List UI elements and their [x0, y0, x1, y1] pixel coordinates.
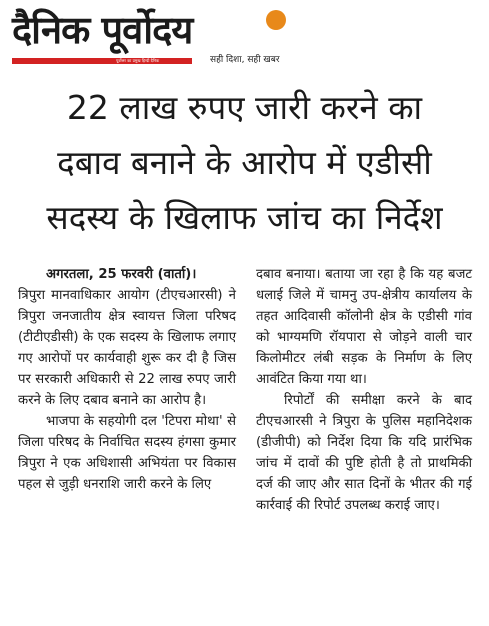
logo-sun-icon	[266, 10, 286, 30]
headline-line-1: 22 लाख रुपए जारी करने का	[66, 88, 423, 127]
masthead-tagline: सही दिशा, सही खबर	[210, 55, 280, 65]
article-column-right	[256, 264, 472, 516]
masthead	[12, 4, 478, 74]
article-dateline: अगरतला, 25 फरवरी (वार्ता)।	[46, 267, 197, 282]
article-paragraph-1: त्रिपुरा मानवाधिकार आयोग (टीएचआरसी) ने त्रिपुरा जनजातीय क्षेत्र स्वायत्त जिला परिषद (टीटीएडीसी) के एक सदस्य के खिलाफ लगाए गए आरोपों पर कार्यवाही शुरू कर दी है जिस पर सरकारी अधिकारी से 22 लाख रुपए जारी करने के लिए दबाव बनाने का आरोप है।	[18, 288, 236, 408]
article-paragraph-2: भाजपा के सहयोगी दल 'टिपरा मोथा' से जिला परिषद के निर्वाचित सदस्य हंगसा कुमार त्रिपुरा ने एक अधिशासी अभियंता पर विकास पहल से जुड़ी धनराशि जारी करने के लिए	[18, 414, 236, 492]
article-paragraph-4: रिपोर्टों की समीक्षा करने के बाद टीएचआरसी ने त्रिपुरा के पुलिस महानिदेशक (डीजीपी) को निर्देश दिया कि यदि प्रारंभिक जांच में दावों की पुष्टि होती है तो प्राथमिकी दर्ज की जाए और सात दिनों के भीतर की गई कार्रवाई की रिपोर्ट उपलब्ध कराई जाए।	[256, 393, 472, 513]
article-headline	[0, 80, 489, 245]
newspaper-logo: दैनिक पूर्वोदय	[12, 8, 193, 52]
article-paragraph-3: दबाव बनाया। बताया जा रहा है कि यह बजट धलाई जिले में चामनु उप-क्षेत्रीय कार्यालय के तहत आदिवासी कॉलोनी क्षेत्र के एडीसी गांव को भाग्यमणि रॉयपारा से जोड़ने वाली चार किलोमीटर लंबी सड़क के निर्माण के लिए आवंटित किया गया था।	[256, 267, 472, 387]
masthead-band-text: पूर्वोत्तर का प्रमुख हिन्दी दैनिक	[116, 58, 160, 63]
headline-line-3: सदस्य के खिलाफ जांच का निर्देश	[46, 198, 443, 237]
masthead-red-band	[12, 58, 192, 64]
headline-line-2: दबाव बनाने के आरोप में एडीसी	[57, 143, 432, 182]
article-column-left	[18, 264, 236, 495]
